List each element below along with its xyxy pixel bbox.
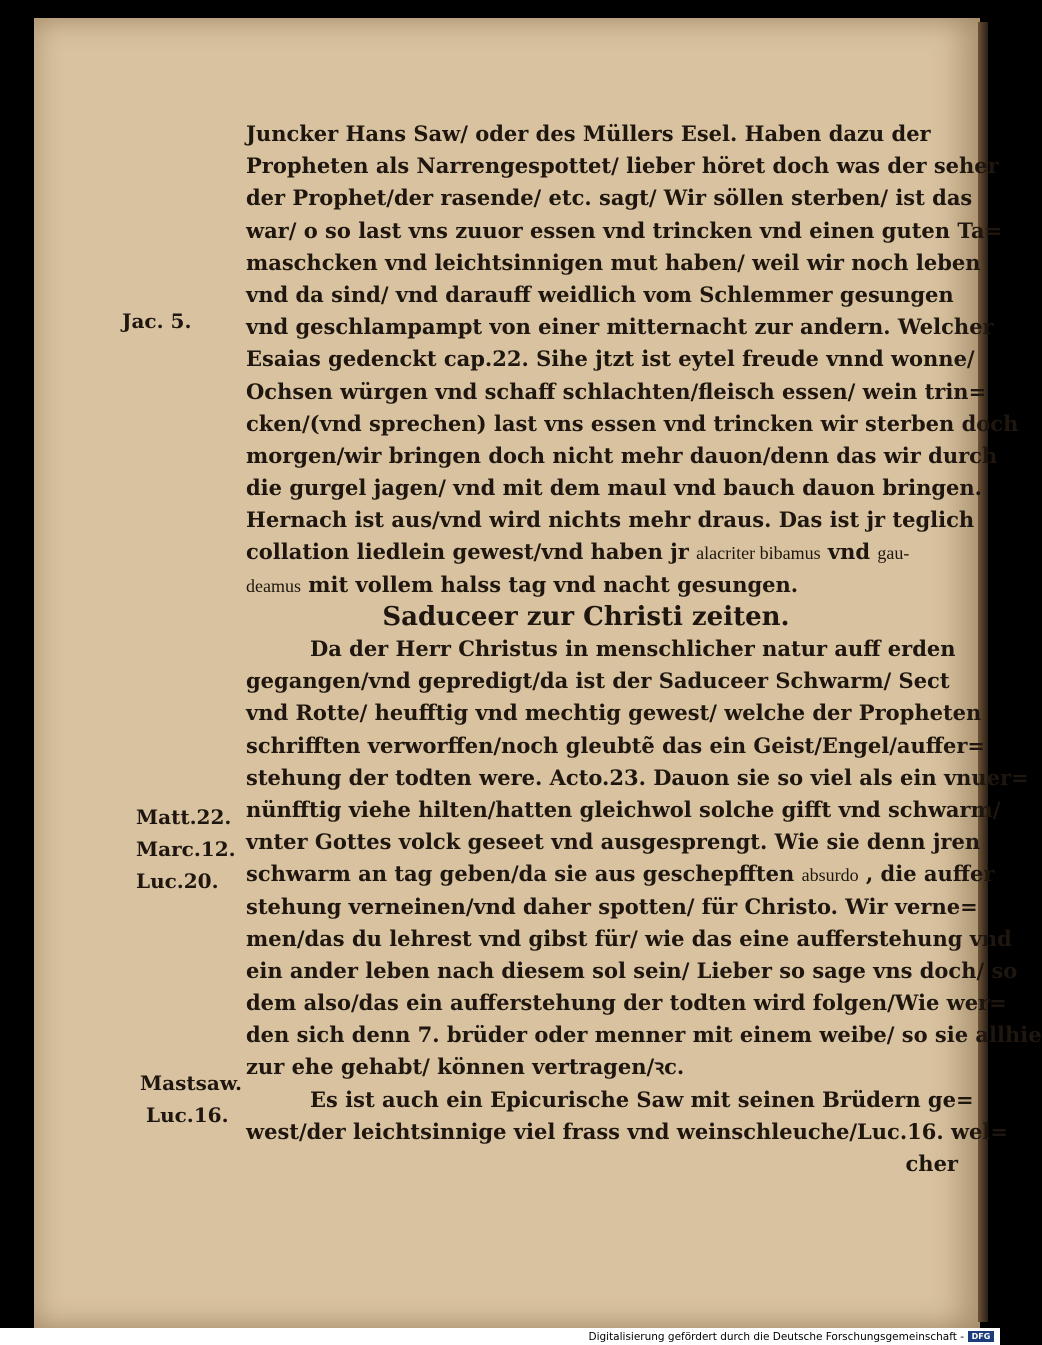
line-segment: Da der Herr Christus in menschlicher natur auff erden (310, 636, 956, 661)
text-line (246, 536, 966, 568)
text-line (246, 665, 966, 697)
footer-bar (0, 1328, 1000, 1345)
line-segment: nünfftig viehe hilten/hatten gleichwol solche gifft vnd schwarm/ (246, 796, 1001, 822)
line-segment: schwarm an tag geben/da sie aus geschepfften (246, 861, 795, 887)
body-text (246, 118, 1042, 1180)
text-line (246, 343, 975, 375)
line-segment: vnd geschlampampt von einer mitternacht zur andern. Welcher (246, 314, 994, 340)
line-segment: Esaias gedenckt cap.22. Sihe jtzt ist eytel freude vnnd wonne/ (246, 346, 975, 372)
line-segment: Es ist auch ein Epicurische Saw mit seinen Brüdern ge= (310, 1086, 974, 1112)
text-line (246, 1148, 966, 1180)
text-line (246, 311, 994, 343)
line-segment: vnter Gottes volck geseet vnd ausgesprengt. Wie sie denn jren (246, 829, 981, 855)
line-segment: den sich denn 7. brüder oder menner mit einem weibe/ so sie allhie (246, 1022, 1042, 1048)
line-segment: schrifften verworffen/noch gleubtẽ das ein Geist/Engel/auffer= (246, 732, 985, 758)
line-segment: morgen/wir bringen doch nicht mehr dauon/denn das wir durch (246, 442, 998, 468)
text-line (246, 762, 1029, 794)
text-line (246, 279, 966, 311)
line-segment: Saduceer zur Christi zeiten. (382, 601, 790, 632)
latin-phrase: gau- (877, 543, 910, 564)
text-line (246, 215, 1003, 247)
margin-note-luc16: Luc.16. (146, 1103, 229, 1127)
line-segment: stehung verneinen/vnd daher spotten/ für Christo. Wir verne= (246, 893, 978, 919)
margin-note-matt: Matt.22. (136, 805, 232, 829)
text-line (246, 408, 1019, 440)
text-line (246, 504, 975, 536)
text-line (246, 794, 1001, 826)
text-line (246, 440, 998, 472)
line-segment: maschcken vnd leichtsinnigen mut haben/ weil wir noch leben (246, 249, 981, 275)
text-line (246, 150, 999, 182)
text-line (246, 891, 978, 923)
line-segment: cken/(vnd sprechen) last vns essen vnd trincken wir sterben doch (246, 410, 1019, 436)
text-line (246, 182, 973, 214)
margin-note-marc: Marc.12. (136, 837, 236, 861)
line-segment: vnd da sind/ vnd darauff weidlich vom Schlemmer gesungen (246, 281, 954, 307)
line-segment: vnd Rotte/ heufftig vnd mechtig gewest/ welche der Propheten (246, 700, 982, 726)
line-segment: mit vollem halss tag vnd nacht gesungen. (308, 571, 799, 597)
line-segment: Juncker Hans Saw/ oder des Müllers Esel. Haben dazu der (246, 121, 931, 146)
text-line (246, 569, 966, 601)
text-line (246, 1116, 1008, 1148)
text-line (246, 697, 982, 729)
text-line (246, 858, 995, 890)
line-segment: ein ander leben nach diesem sol sein/ Lieber so sage vns doch/ so (246, 957, 1018, 983)
section-heading (246, 601, 966, 633)
text-line (246, 955, 1018, 987)
line-segment: Ochsen würgen vnd schaff schlachten/fleisch essen/ wein trin= (246, 378, 987, 404)
text-line (246, 730, 985, 762)
margin-note-mastsaw: Mastsaw. (140, 1071, 242, 1095)
text-line (246, 472, 982, 504)
line-segment: gegangen/vnd gepredigt/da ist der Saduceer Schwarm/ Sect (246, 668, 950, 694)
line-segment: , die auffer (865, 861, 995, 887)
latin-phrase: deamus (246, 575, 301, 596)
margin-note-luc20: Luc.20. (136, 869, 219, 893)
text-line (246, 247, 981, 279)
line-segment: die gurgel jagen/ vnd mit dem maul vnd bauch dauon bringen. (246, 475, 982, 501)
dfg-logo-icon: DFG (968, 1331, 994, 1342)
text-line (246, 923, 1012, 955)
footer-credit: Digitalisierung gefördert durch die Deutsche Forschungsgemeinschaft - (588, 1330, 964, 1343)
text-line (246, 826, 981, 858)
latin-phrase: alacriter bibamus (696, 543, 821, 564)
text-line (246, 118, 966, 150)
line-segment: men/das du lehrest vnd gibst für/ wie das eine aufferstehung vnd (246, 925, 1012, 951)
line-segment: Propheten als Narrengespottet/ lieber höret doch was der seher (246, 153, 999, 179)
line-segment: cher (905, 1151, 958, 1176)
text-line (246, 1051, 966, 1083)
text-line (246, 1019, 1042, 1051)
line-segment: Hernach ist aus/vnd wird nichts mehr draus. Das ist jr teglich (246, 507, 975, 533)
text-line (246, 633, 966, 665)
line-segment: zur ehe gehabt/ können vertragen/ꝛc. (246, 1054, 685, 1080)
margin-note-jac: Jac. 5. (122, 309, 192, 333)
line-segment: vnd (827, 539, 871, 565)
line-segment: der Prophet/der rasende/ etc. sagt/ Wir söllen sterben/ ist das (246, 185, 973, 211)
text-line (246, 1084, 974, 1116)
line-segment: war/ o so last vns zuuor essen vnd trincken vnd einen guten Ta= (246, 217, 1003, 243)
latin-phrase: absurdo (801, 865, 859, 886)
line-segment: west/der leichtsinnige viel frass vnd weinschleuche/Luc.16. wel= (246, 1118, 1008, 1144)
text-line (246, 987, 1007, 1019)
line-segment: collation liedlein gewest/vnd haben jr (246, 539, 689, 565)
line-segment: stehung der todten were. Acto.23. Dauon sie so viel als ein vnuer= (246, 764, 1029, 790)
text-line (246, 376, 987, 408)
line-segment: dem also/das ein aufferstehung der todten wird folgen/Wie wer= (246, 990, 1007, 1016)
